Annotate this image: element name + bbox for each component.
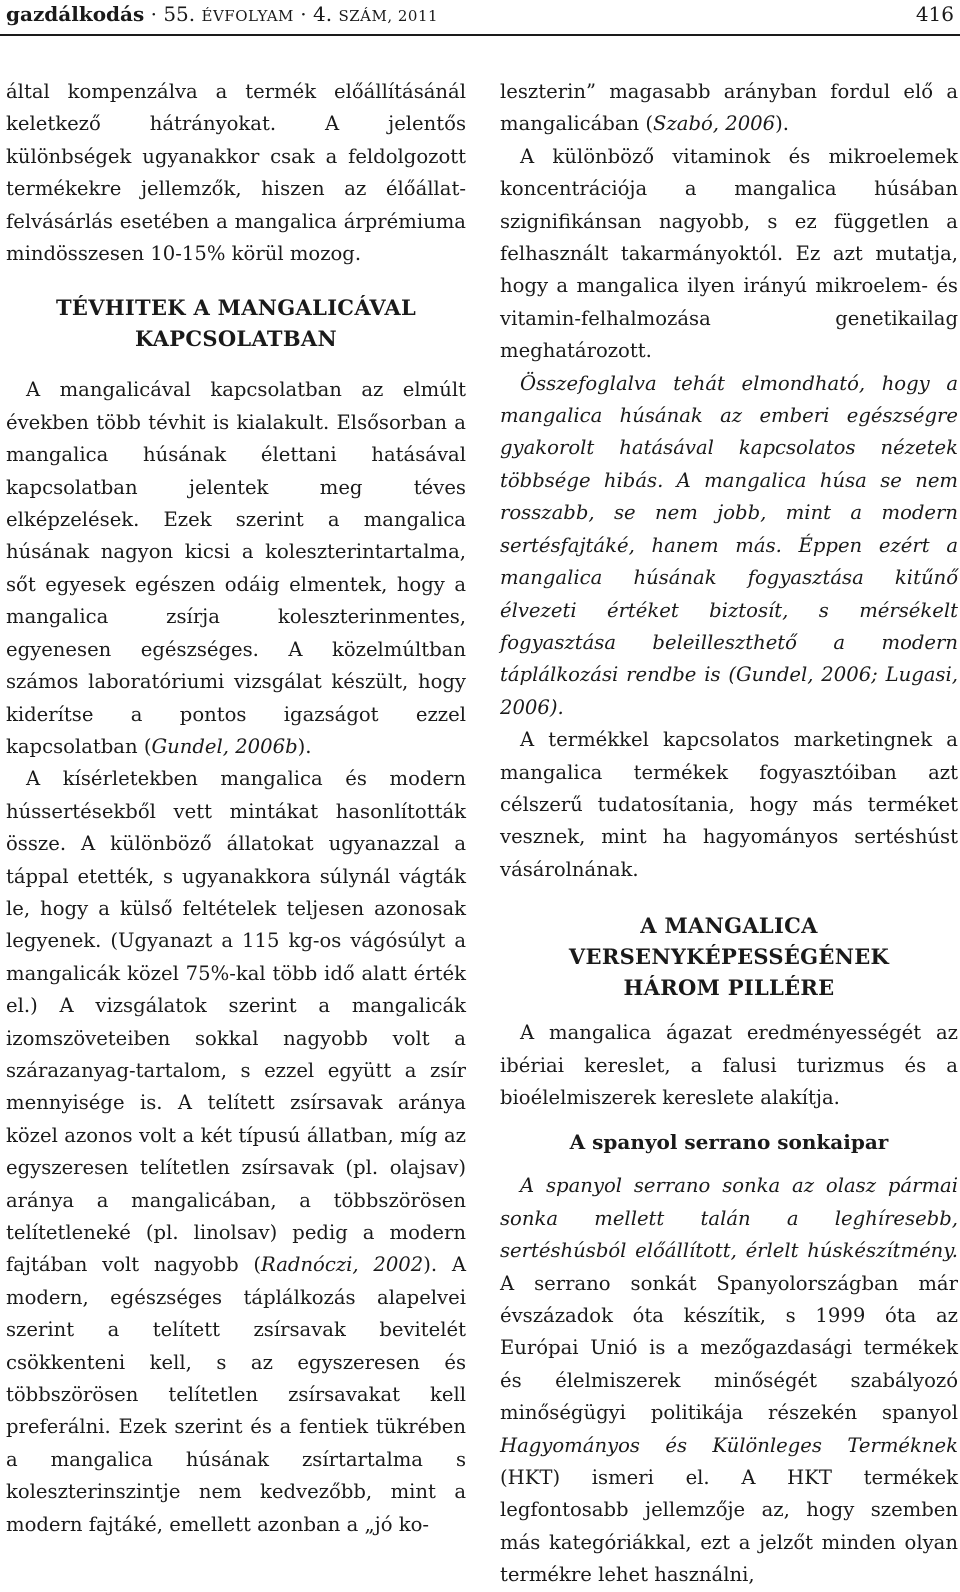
- body-paragraph: A mangalicával kapcsolatban az elmúlt években több tévhit is kialakult. Elsősorban a mangalica húsának élettani hatásával kapcsolatban jelentek meg téves elképzelések. Ezek szerint a mangalica húsának nagyon kicsi a koleszterintartalma, sőt egyesek egészen odáig elmentek, hogy a mangalica zsírja koleszterinmentes, egyenesen egészséges. A közelmúltban számos laboratóriumi vizsgálat készült, hogy kiderítse a pontos igazságot ezzel kapcsolatban (Gundel, 2006b).: [6, 378, 466, 758]
- running-head: [6, 2, 438, 26]
- page-number: 416: [915, 2, 954, 26]
- section-heading-versenykepesseg: A MANGALICA VERSENYKÉPESSÉGÉNEK HÁROM PILLÉRE: [568, 913, 890, 1001]
- body-paragraph: A spanyol serrano sonka az olasz pármai sonka mellett talán a leghíresebb, sertéshúsból előállított, érlelt húskészítmény. A serrano sonkát Spanyolországban már évszázadok óta készítik, s 1999 óta az Európai Unió is a mezőgazdasági termékek és élelmiszerek minőségét szabályozó minőségügyi politikája részekén spanyol Hagyományos és Különleges Terméknek (HKT) ismeri el. A HKT termékek legfontosabb jellemzője az, hogy szemben más kategóriákkal, ezt a jelzőt minden olyan termékre lehet használni,: [500, 1174, 958, 1587]
- citation: Radnóczi, 2002: [261, 1253, 424, 1277]
- issue-number: 4.: [313, 2, 333, 26]
- citation: Gundel, 2006b: [151, 734, 298, 758]
- body-paragraph: A különböző vitaminok és mikroelemek koncentrációja a mangalica húsában szignifikánsan nagyobb, s ez független a felhasznált takarmányoktól. Ez azt mutatja, hogy a mangalica ilyen irányú mikroelem- és vitamin-felhalmozása genetikailag meghatározott.: [500, 144, 958, 363]
- summary-paragraph: Összefoglalva tehát elmondható, hogy a mangalica húsának az emberi egészségre gyakorolt hatásával kapcsolatos nézetek többsége hibás. A mangalica húsa se nem rosszabb, se nem jobb, mint a modern sertésfajtáké, hanem más. Éppen ezért a mangalica húsának fogyasztása kitűnő élvezeti értéket biztosít, s mérsékelt fogyasztása beleilleszthető a modern táplálkozási rendbe is (Gundel, 2006; Lugasi, 2006).: [500, 371, 958, 719]
- issue-label: SZÁM, 2011: [338, 7, 439, 25]
- right-column: [500, 76, 958, 1592]
- subheading-serrano: A spanyol serrano sonkaipar: [569, 1130, 889, 1155]
- volume-label: ÉVFOLYAM: [201, 7, 294, 25]
- volume-number: 55.: [163, 2, 196, 26]
- body-paragraph: leszterin” magasabb arányban fordul elő a mangalicában (Szabó, 2006).: [500, 80, 958, 136]
- citation: Gundel, 2006; Lugasi, 2006: [500, 663, 958, 719]
- body-paragraph: A termékkel kapcsolatos marketingnek a mangalica termékek fogyasztóiban azt célszerű tudatosítania, hogy más terméket vesznek, mint ha hagyományos sertéshúst vásárolnának.: [500, 728, 958, 881]
- separator-dot: ·: [300, 2, 313, 26]
- magazine-title: gazdálkodás: [6, 2, 145, 26]
- header-rule: [0, 34, 960, 36]
- separator-dot: ·: [150, 2, 164, 26]
- body-paragraph: A mangalica ágazat eredményességét az ibériai kereslet, a falusi turizmus és a bioélelmiszerek kereslete alakítja.: [500, 1021, 958, 1109]
- intro-paragraph: által kompenzálva a termék előállításánál keletkező hátrányokat. A jelentős különbségek ugyanakkor csak a feldolgozott termékekre jellemzők, hiszen az élőállat-felvásárlás esetében a mangalica árprémiuma mindösszesen 10-15% körül mozog.: [6, 80, 466, 266]
- page-header: [0, 0, 960, 36]
- citation: Szabó, 2006: [653, 112, 776, 136]
- left-column: [6, 76, 466, 1541]
- section-heading-tevhitek: TÉVHITEK A MANGALICÁVAL KAPCSOLATBAN: [55, 295, 417, 352]
- body-paragraph: A kísérletekben mangalica és modern hússertésekből vett mintákat hasonlították össze. A különböző állatokat ugyanazzal a táppal etették, s ugyanakkora súlynál vágták le, hogy a külső feltételek teljesen azonosak legyenek. (Ugyanazt a 115 kg-os vágósúlyt a mangalicák közel 75%-kal több idő alatt érték el.) A vizsgálatok szerint a mangalicák izomszöveteiben sokkal nagyobb volt a szárazanyag-tartalom, s ezzel együtt a zsír mennyisége is. A telített zsírsavak aránya közel azonos volt a két típusú állatban, míg az egyszeresen telítetlen zsírsavak (pl. olajsav) aránya a mangalicában, a többszörösen telítetleneké (pl. linolsav) pedig a modern fajtában volt nagyobb (Radnóczi, 2002). A modern, egészséges táplálkozás alapelvei szerint a telített zsírsavak bevitelét csökkenteni kell, s az egyszeresen és többszörösen telítetlen zsírsavakat kell preferálni. Ezek szerint és a fentiek tükrében a mangalica húsának zsírtartalma s koleszterinszintje nem kedvezőbb, mint a modern fajtáké, emellett azonban a „jó ko-: [6, 767, 466, 1536]
